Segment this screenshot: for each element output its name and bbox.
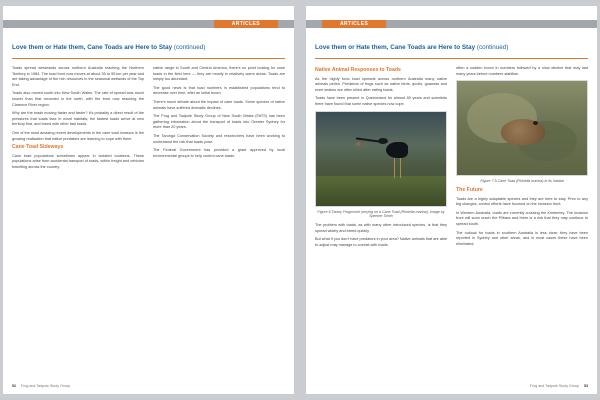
paragraph: Why are the toads moving faster and faster? It's probably a direct result of the pressures that toads face in novel habitats; the fastest toads arrive at new territory first, and breed with other fast toads. — [12, 111, 144, 127]
page-title — [12, 44, 285, 51]
bird-body-shape — [386, 142, 408, 158]
paragraph: There's much debate about the impact of cane toads. Some species of native animals have suffered dramatic declines. — [153, 99, 285, 110]
page-number: 52 — [12, 384, 16, 388]
section-bar — [306, 20, 597, 28]
left-column-2 — [153, 66, 285, 162]
title-continued: (continued) — [476, 44, 509, 51]
paragraph: often a sudden boom in numbers followed by a slow decline that may last many years before numbers stabilise. — [456, 66, 588, 76]
bird-head-shape — [378, 138, 388, 144]
title-text: Love them or Hate them, Cane Toads are Here to Stay — [12, 44, 173, 51]
paragraph: But what if you don't have predators in your area? Native animals that are able to adjust may manage to coexist with toads. — [315, 237, 447, 247]
section-heading: Cane Toad Sideways — [12, 144, 64, 151]
paragraph: The outlook for toads in southern Australia is less clear; they have been reported in Sydney and other areas, and in most cases these have been eliminated. — [456, 230, 588, 246]
figure-frogmouth-photo — [315, 111, 447, 207]
left-column-1 — [12, 66, 144, 174]
beak-shape — [356, 137, 380, 142]
section-bar — [3, 20, 294, 28]
section-heading: The Future — [456, 186, 483, 193]
paragraph: native range in South and Central America, there's no point looking for cane toads in the field here — they are mostly in relatively warm areas. Toads are simply too abundant. — [153, 66, 285, 82]
section-tag: ARTICLES — [214, 20, 278, 28]
bird-leg-shape — [394, 158, 395, 178]
bird-leg-shape — [400, 158, 401, 178]
figure-toad-photo — [456, 80, 588, 176]
paragraph: Toads spread westwards across northern Australia reaching the Northern Territory in 1984. The toad front now moves at about 35 to 55 km per year and are taking advantage of the rich resources in the seasonal wetlands of the Top End. — [12, 66, 144, 87]
figure-caption: Figure 7 A Cane Toad (Rhinella marina) in its habitat — [480, 179, 564, 184]
figure-caption: Figure 6 Tawny Frogmouth preying on a Cane Toad (Rhinella marina). Image by Spencer Smith — [317, 209, 445, 219]
paragraph: As the highly toxic toad spreads across northern Australia many native animals perish. Predators of frogs such as native birds, quolls, goannas and even snakes are often killed after eating toads. — [315, 76, 447, 92]
title-continued: (continued) — [173, 44, 206, 51]
paragraph: Cane toad populations sometimes appear in isolated locations. These populations arise from accidental transport of toads, within freight and vehicles travelling across the country. — [12, 153, 144, 169]
paragraph: The Federal Government has provided a grant approved by local environmental groups to help control cane toads. — [153, 148, 285, 158]
grass-shape — [316, 176, 446, 206]
paragraph: The good news is that toad numbers in established populations tend to decrease over time, after an initial boom. — [153, 85, 285, 96]
paragraph: Toads also moved south into New South Wales. The rate of spread was much slower than that recorded in the north, with the front now reaching the Clarence River region. — [12, 91, 144, 107]
paragraph: The Frog and Tadpole Study Group of New South Wales (FATS) has been gathering information about the transport of toads into Greater Sydney for more than 20 years. — [153, 114, 285, 130]
title-text: Love them or Hate them, Cane Toads are Here to Stay — [315, 44, 476, 51]
paragraph: Toads have been present in Queensland for almost 80 years and scientists there have found that some native species now cope. — [315, 96, 447, 106]
footer-text: Frog and Tadpole Study Group — [529, 384, 579, 388]
paragraph: Toads are a highly adaptable species and they are here to stay. Prior to any big changes, control efforts have focused on the invasion front. — [456, 196, 588, 207]
toad-shape — [501, 119, 545, 145]
page-footer — [530, 384, 588, 388]
section-tag: ARTICLES — [322, 20, 386, 28]
right-page — [306, 6, 597, 394]
right-column-1 — [315, 66, 447, 252]
prey-toad-shape — [356, 142, 361, 146]
right-column-2 — [456, 66, 588, 250]
paragraph: In Western Australia, toads are currently crossing the Kimberley. The invasion front will soon reach the Pilbara and there is a risk that they may continue to spread south. — [456, 210, 588, 226]
footer-text: Frog and Tadpole Study Group — [21, 384, 71, 388]
left-page — [3, 6, 294, 394]
section-heading: Native Animal Responses to Toads — [315, 67, 401, 73]
page-footer — [12, 384, 70, 388]
paragraph: The Taronga Conservation Society and researchers have been working to understand the risk that toads pose. — [153, 133, 285, 144]
title-rule — [12, 58, 285, 59]
paragraph: The problem with toads, as with many other introduced species, is that they spread widely and breed quickly. — [315, 223, 447, 233]
page-number: 53 — [584, 384, 588, 388]
title-rule — [315, 58, 588, 59]
page-title — [315, 44, 588, 51]
paragraph: One of the most amazing recent developments in the cane toad invasion is the growing realisation that native predators are learning to cope with them. — [12, 130, 144, 141]
